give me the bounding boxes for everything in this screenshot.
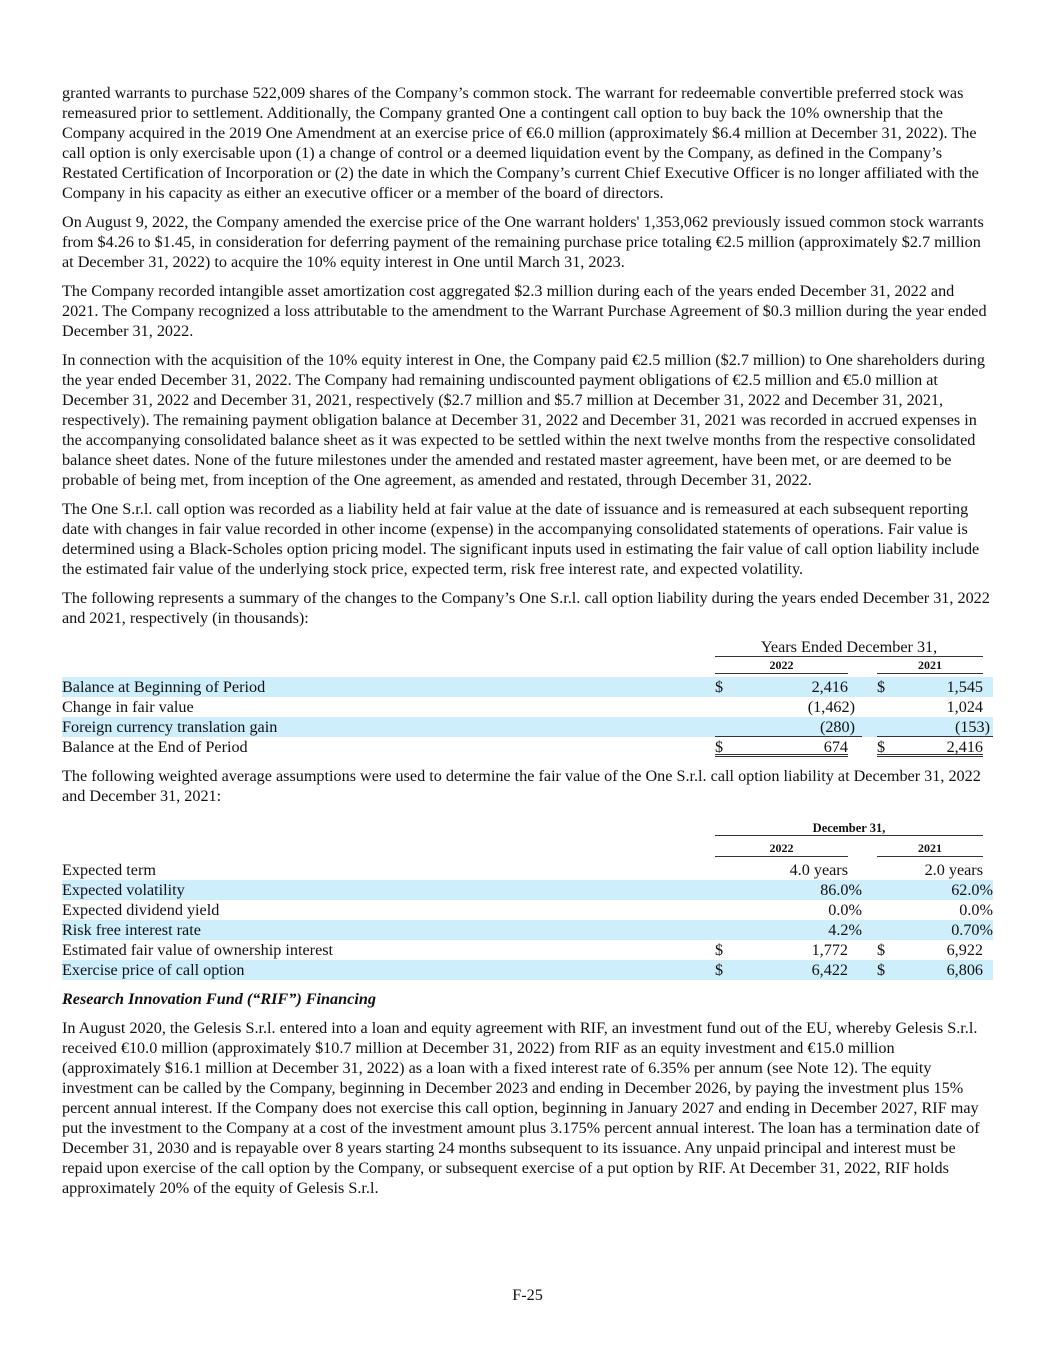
spacer <box>862 860 877 880</box>
table-row-label: Foreign currency translation gain <box>62 717 715 737</box>
value-2021: 1,545 <box>897 677 983 697</box>
value-2022: (280) <box>735 717 862 737</box>
currency-symbol <box>715 860 735 880</box>
table-row-label: Expected volatility <box>62 880 715 900</box>
spacer <box>862 900 877 920</box>
spacer <box>983 697 993 717</box>
currency-symbol <box>877 717 897 737</box>
paragraph: The One S.r.l. call option was recorded as a liability held at fair value at the date of issuance and is remeasured at each subsequent reporting date with changes in fair value recorded in other income (expense) in the accompanying consolidated statements of operations. Fair value is determined using a Black-Scholes option pricing model. The significant inputs used in estimating the fair value of call option liability include the estimated fair value of the underlying stock price, expected term, risk free interest rate, and expected volatility. <box>62 500 980 578</box>
value-2022: 4.0 years <box>789 861 848 879</box>
value-2021: 6,806 <box>897 960 983 980</box>
currency-symbol <box>877 697 897 717</box>
value-2022: 0.0% <box>828 901 862 919</box>
currency-symbol: $ <box>715 737 735 757</box>
table-row-label: Exercise price of call option <box>62 960 715 980</box>
spacer <box>848 860 862 880</box>
spacer <box>983 960 993 980</box>
page-number: F-25 <box>512 1286 543 1304</box>
table-row-label: Expected term <box>62 861 156 879</box>
table-row-label: Expected dividend yield <box>62 901 220 919</box>
spacer <box>862 920 877 940</box>
spacer <box>848 960 862 980</box>
year-header: 2022 <box>715 840 848 857</box>
value-2022: 1,772 <box>811 941 848 959</box>
value-2022: 86.0% <box>735 880 862 900</box>
paragraph: In August 2020, the Gelesis S.r.l. entered into a loan and equity agreement with RIF, an investment fund out of the EU, whereby Gelesis S.r.l. received €10.0 million (approximately $10.7 million at December 31, 2022) from RIF as an equity investment and €15.0 million (approximately $16.1 million at December 31, 2022) as a loan with a fixed interest rate of 6.35% per annum (see Note 12). The equity investment can be called by the Company, beginning in December 2023 and ending in December 2026, by paying the investment plus 15% percent annual interest. If the Company does not exercise this call option, beginning in January 2027 and ending in December 2027, RIF may put the investment to the Company at a cost of the investment amount plus 3.175% percent annual interest. The loan has a termination date of December 31, 2030 and is repayable over 8 years starting 24 months subsequent to its issuance. Any unpaid principal and interest must be repaid upon exercise of the call option by the Company, or subsequent exercise of a put option by RIF. At December 31, 2022, RIF holds approximately 20% of the equity of Gelesis S.r.l. <box>62 1019 980 1197</box>
paragraph: On August 9, 2022, the Company amended the exercise price of the One warrant holders' 1,353,062 previously issued common stock warrants from $4.26 to $1.45, in consideration for deferring payment of the remaining purchase price totaling €2.5 million (approximately $2.7 million at December 31, 2022) to acquire the 10% equity interest in One until March 31, 2023. <box>62 213 984 271</box>
value-2021: 62.0% <box>897 880 993 900</box>
value-2022: 4.2% <box>735 920 862 940</box>
spacer <box>848 940 862 960</box>
paragraph: The following weighted average assumptions were used to determine the fair value of the One S.r.l. call option liability at December 31, 2022 and December 31, 2021: <box>62 767 981 805</box>
currency-symbol: $ <box>877 941 886 959</box>
paragraph: granted warrants to purchase 522,009 shares of the Company’s common stock. The warrant for redeemable convertible preferred stock was remeasured prior to settlement. Additionally, the Company granted One a contingent call option to buy back the 10% ownership that the Company acquired in the 2019 One Amendment at an exercise price of €6.0 million (approximately $6.4 million at December 31, 2022). The call option is only exercisable upon (1) a change of control or a deemed liquidation event by the Company, as defined in the Company’s Restated Certification of Incorporation or (2) the date in which the Company’s current Chief Executive Officer is no longer affiliated with the Company in his capacity as either an executive officer or a member of the board of directors. <box>62 84 979 202</box>
assumptions-table <box>62 820 994 980</box>
currency-symbol: $ <box>715 960 735 980</box>
spacer <box>983 860 993 880</box>
currency-symbol <box>715 717 735 737</box>
currency-symbol: $ <box>877 737 897 757</box>
currency-symbol: $ <box>715 677 735 697</box>
value-2021: 0.0% <box>959 901 993 919</box>
paragraph: The following represents a summary of the changes to the Company’s One S.r.l. call option liability during the years ended December 31, 2022 and 2021, respectively (in thousands): <box>62 589 990 627</box>
paragraph: In connection with the acquisition of the 10% equity interest in One, the Company paid €2.5 million ($2.7 million) to One shareholders during the year ended December 31, 2022. The Company had remaining undiscounted payment obligations of €2.5 million and €5.0 million at December 31, 2022 and December 31, 2021, respectively ($2.7 million and $5.7 million at December 31, 2022 and December 31, 2021, respectively). The remaining payment obligation balance at December 31, 2022 and December 31, 2021 was recorded in accrued expenses in the accompanying consolidated balance sheet as it was expected to be settled within the next twelve months from the respective consolidated balance sheet dates. None of the future milestones under the amended and restated master agreement, have been met, or are deemed to be probable of being met, from inception of the One agreement, as amended and restated, through December 31, 2022. <box>62 351 985 489</box>
table-header: Years Ended December 31, <box>715 637 983 657</box>
currency-symbol <box>877 860 897 880</box>
spacer <box>862 940 877 960</box>
value-2021: 6,922 <box>946 941 983 959</box>
section-heading: Research Innovation Fund (“RIF”) Financing <box>62 990 376 1008</box>
spacer <box>983 940 993 960</box>
paragraph: The Company recorded intangible asset amortization cost aggregated $2.3 million during each of the years ended December 31, 2022 and 2021. The Company recognized a loss attributable to the amendment to the Warrant Purchase Agreement of $0.3 million during the year ended December 31, 2022. <box>62 282 987 340</box>
table-row-label: Risk free interest rate <box>62 920 715 940</box>
year-header: 2021 <box>877 840 983 857</box>
value-2021: (153) <box>897 717 993 737</box>
currency-symbol: $ <box>877 677 897 697</box>
value-2021: 2.0 years <box>924 861 983 879</box>
spacer <box>862 960 877 980</box>
table-row-label: Balance at the End of Period <box>62 738 248 756</box>
spacer <box>862 737 877 757</box>
currency-symbol: $ <box>877 960 897 980</box>
year-header: 2022 <box>715 657 848 674</box>
page-content <box>62 83 994 1207</box>
value-2022: 6,422 <box>735 960 848 980</box>
table-header: December 31, <box>715 820 983 836</box>
spacer <box>862 677 877 697</box>
spacer <box>862 697 877 717</box>
currency-symbol: $ <box>715 941 724 959</box>
value-2021: 1,024 <box>946 698 983 716</box>
year-header: 2021 <box>877 657 983 674</box>
currency-symbol <box>877 920 897 940</box>
spacer <box>983 737 993 757</box>
spacer <box>848 737 862 757</box>
spacer <box>848 677 862 697</box>
currency-symbol <box>715 880 735 900</box>
value-2021: 2,416 <box>897 737 983 757</box>
currency-symbol <box>877 900 897 920</box>
currency-symbol <box>715 920 735 940</box>
value-2021: 0.70% <box>897 920 993 940</box>
value-2022: 2,416 <box>735 677 848 697</box>
currency-symbol <box>715 697 735 717</box>
table-row-label: Change in fair value <box>62 698 194 716</box>
spacer <box>862 880 877 900</box>
value-2022: 674 <box>735 737 848 757</box>
table-row-label: Estimated fair value of ownership interest <box>62 941 334 959</box>
call-option-liability-table <box>62 637 994 757</box>
spacer <box>862 717 877 737</box>
spacer <box>983 677 993 697</box>
currency-symbol <box>715 900 735 920</box>
value-2022: (1,462) <box>807 698 855 716</box>
table-row-label: Balance at Beginning of Period <box>62 677 715 697</box>
currency-symbol <box>877 880 897 900</box>
